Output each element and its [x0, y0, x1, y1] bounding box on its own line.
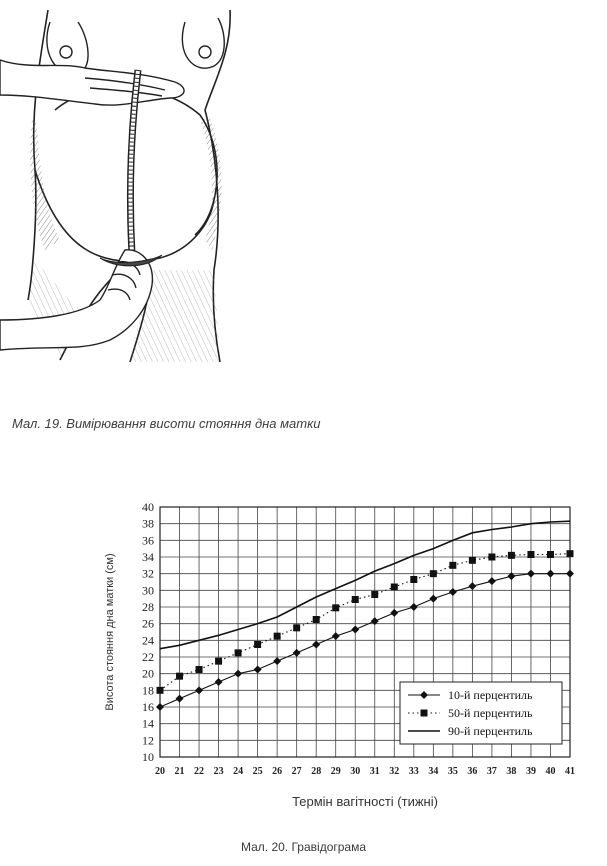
y-tick-label: 40	[142, 500, 154, 514]
x-tick-label: 26	[272, 766, 283, 777]
data-point	[235, 649, 242, 656]
data-point	[566, 570, 574, 578]
x-tick-label: 30	[350, 766, 361, 777]
data-point	[468, 582, 476, 590]
series-2	[157, 550, 574, 694]
data-point	[274, 633, 281, 640]
y-tick-label: 30	[142, 583, 154, 598]
figure-20-caption: Мал. 20. Гравідограма	[240, 840, 367, 854]
x-tick-label: 34	[428, 766, 439, 777]
gravidogram-svg	[95, 495, 595, 825]
y-tick-label: 10	[142, 750, 154, 764]
y-tick-label: 26	[142, 616, 154, 631]
x-tick-label: 38	[506, 766, 517, 777]
data-point	[293, 649, 301, 657]
x-tick-label: 36	[467, 766, 478, 777]
data-point	[410, 603, 418, 611]
data-point	[449, 588, 457, 596]
breast-drawing	[47, 18, 224, 73]
series-line	[160, 554, 570, 691]
gravidogram-chart	[95, 495, 595, 825]
x-tick-label: 21	[174, 766, 185, 777]
y-tick-label: 22	[142, 650, 154, 664]
data-point	[429, 595, 437, 603]
y-tick-label: 34	[142, 550, 154, 564]
measuring-tape-drawing	[130, 70, 138, 255]
y-tick-label: 14	[142, 716, 154, 731]
data-point	[527, 570, 535, 578]
x-tick-label: 35	[447, 766, 458, 777]
x-tick-label: 23	[213, 766, 224, 777]
x-tick-label: 20	[155, 766, 165, 777]
y-tick-label: 36	[142, 533, 154, 548]
x-tick-label: 39	[525, 766, 536, 777]
x-tick-label: 37	[486, 766, 497, 777]
y-tick-label: 24	[142, 633, 154, 648]
data-point	[390, 609, 398, 617]
data-point	[567, 550, 574, 557]
data-point	[410, 576, 417, 583]
data-point	[488, 554, 495, 561]
x-tick-label: 31	[369, 766, 380, 777]
data-point	[215, 678, 223, 686]
data-point	[449, 562, 456, 569]
data-point	[312, 641, 320, 649]
legend-label: 10-й перцентиль	[448, 688, 533, 702]
y-tick-label: 16	[142, 700, 154, 714]
data-point	[234, 670, 242, 678]
data-point	[273, 657, 281, 665]
legend-marker	[421, 710, 428, 717]
data-point	[254, 666, 262, 674]
data-point	[293, 624, 300, 631]
legend-label: 50-й перцентиль	[448, 706, 533, 720]
data-point	[547, 551, 554, 558]
y-tick-labels	[142, 500, 154, 764]
data-point	[215, 658, 222, 665]
y-tick-label: 20	[142, 666, 154, 681]
y-axis-title: Висота стояння дна матки (см)	[104, 553, 116, 711]
upper-hand-drawing	[0, 60, 184, 105]
data-point	[313, 616, 320, 623]
x-tick-labels	[155, 766, 575, 777]
data-point	[176, 695, 184, 703]
x-tick-label: 33	[408, 766, 419, 777]
figure-19-caption: Мал. 19. Вимірювання висоти стояння дна матки	[12, 416, 321, 431]
data-point	[156, 703, 164, 711]
chart-legend	[400, 682, 562, 744]
data-point	[254, 641, 261, 648]
data-point	[391, 584, 398, 591]
x-tick-label: 40	[545, 766, 556, 777]
x-tick-label: 29	[330, 766, 341, 777]
data-point	[351, 626, 359, 634]
x-tick-label: 24	[233, 766, 244, 777]
data-point	[196, 666, 203, 673]
x-tick-label: 32	[389, 766, 400, 777]
y-tick-label: 28	[142, 600, 154, 614]
x-tick-label: 22	[194, 766, 205, 777]
data-point	[176, 673, 183, 680]
fundal-height-illustration	[0, 0, 607, 380]
y-tick-label: 38	[142, 516, 154, 531]
y-tick-label: 32	[142, 566, 154, 581]
y-tick-label: 12	[142, 733, 154, 748]
data-point	[157, 687, 164, 694]
data-point	[430, 570, 437, 577]
x-tick-label: 41	[565, 766, 575, 777]
data-point	[332, 632, 340, 640]
data-point	[546, 570, 554, 578]
data-point	[469, 557, 476, 564]
data-point	[508, 552, 515, 559]
data-point	[371, 591, 378, 598]
x-axis-title: Термін вагітності (тижні)	[292, 794, 438, 809]
data-point	[195, 686, 203, 694]
data-point	[332, 604, 339, 611]
legend-label: 90-й перцентиль	[448, 724, 533, 738]
x-tick-label: 27	[291, 766, 302, 777]
data-point	[488, 577, 496, 585]
data-point	[527, 551, 534, 558]
x-tick-label: 28	[311, 766, 322, 777]
data-point	[352, 596, 359, 603]
y-tick-label: 18	[142, 683, 154, 698]
x-tick-label: 25	[252, 766, 263, 777]
